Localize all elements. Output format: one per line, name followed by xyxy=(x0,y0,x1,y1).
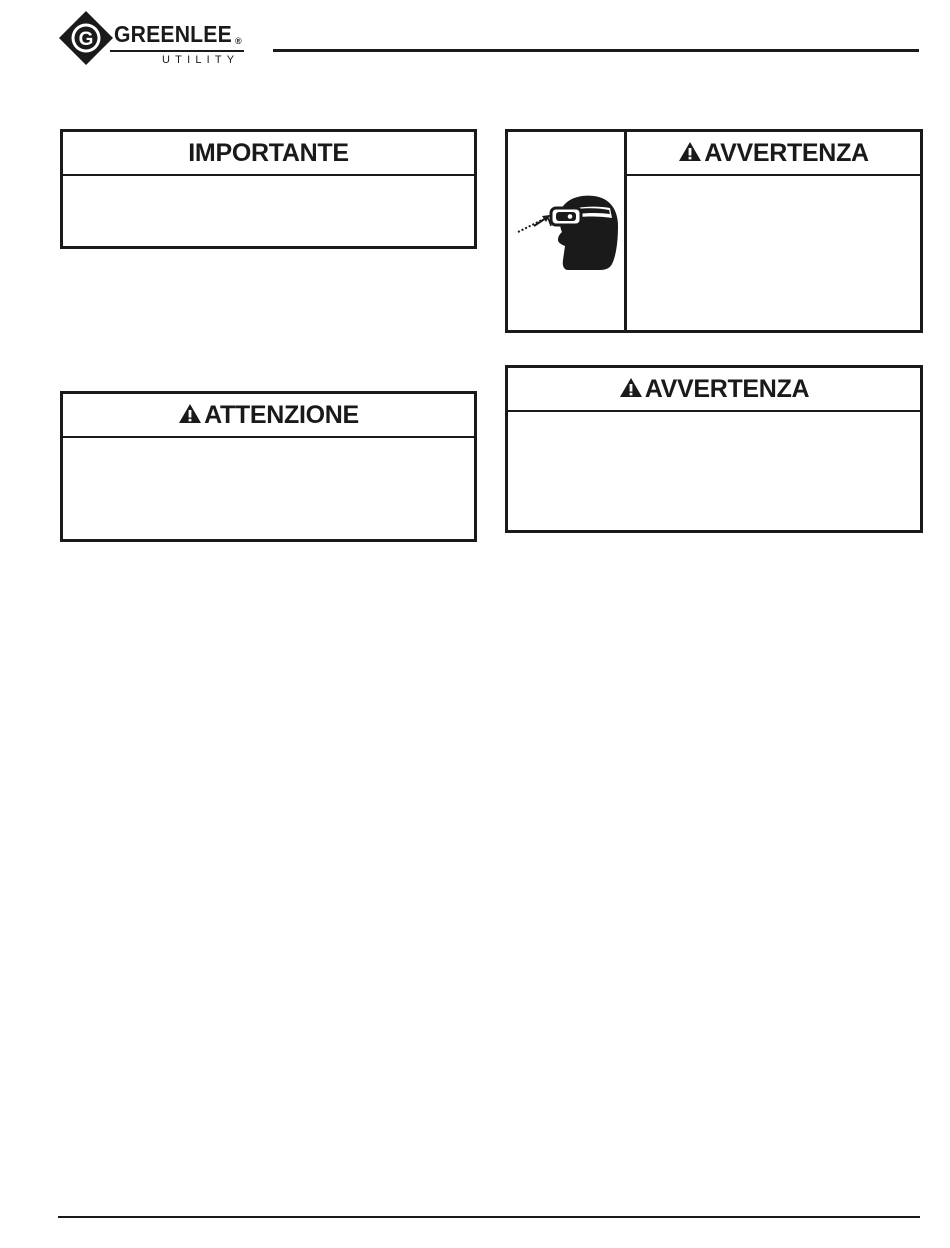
greenlee-utility-logo xyxy=(58,10,258,68)
avvertenza-eye-body xyxy=(627,176,920,192)
attenzione-header xyxy=(63,394,474,438)
brand-division: UTILITY xyxy=(162,54,240,66)
safety-goggles-icon xyxy=(514,190,620,270)
warning-triangle-icon xyxy=(678,140,702,169)
registered-mark: ® xyxy=(235,36,242,46)
avvertenza-header xyxy=(508,368,920,412)
warning-triangle-icon xyxy=(178,402,202,431)
attenzione-body xyxy=(63,438,474,454)
header-rule xyxy=(273,49,919,52)
avvertenza-body xyxy=(508,412,920,428)
avvertenza-eye-text-cell xyxy=(627,132,920,330)
avvertenza-notice xyxy=(505,365,923,533)
greenlee-diamond-logo-icon xyxy=(58,10,114,66)
brand-name: GREENLEE xyxy=(114,21,232,47)
attenzione-title: ATTENZIONE xyxy=(204,400,359,429)
logo-underline xyxy=(110,50,244,52)
avvertenza-eye-notice xyxy=(505,129,923,333)
importante-body xyxy=(63,176,474,192)
logo-letter: G xyxy=(78,29,94,50)
importante-notice xyxy=(60,129,477,249)
attenzione-notice xyxy=(60,391,477,542)
warning-triangle-icon xyxy=(619,376,643,405)
avvertenza-title: AVVERTENZA xyxy=(644,374,810,403)
importante-title: IMPORTANTE xyxy=(188,138,349,167)
pictogram-cell xyxy=(508,132,627,330)
importante-header xyxy=(63,132,474,176)
footer-rule xyxy=(58,1216,920,1218)
avvertenza-eye-header xyxy=(627,132,920,176)
avvertenza-eye-title: AVVERTENZA xyxy=(704,138,869,167)
